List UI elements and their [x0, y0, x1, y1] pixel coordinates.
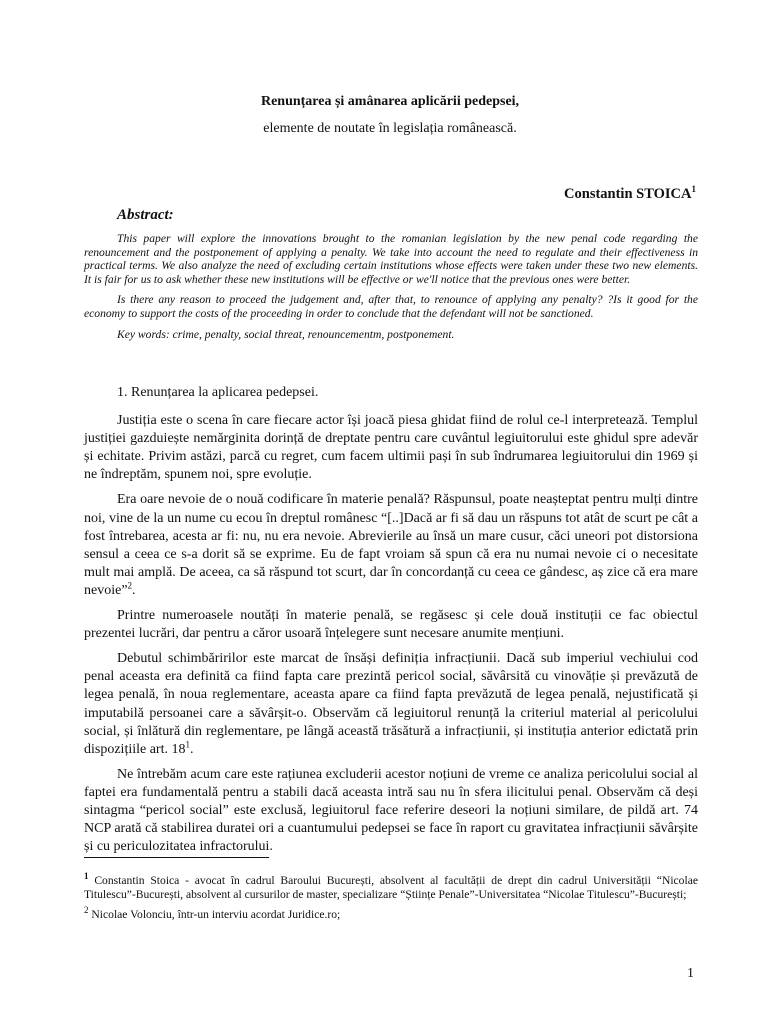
body-paragraph-text: Era oare nevoie de o nouă codificare în materie penală? Răspunsul, poate neașteptat pentru mulți dintre noi, vine de la un nume cu ecou în dreptul românesc “[..]Dacă ar fi să dau un răspuns tot atât de scurt pe cât a fost întrebarea, acesta ar fi: nu, nu era nevoie. Abrevierile au însă un mare cusur, căci uneori pot distorsiona sensul a ceea ce s-a dorit să se exprime. Eu de fapt vroiam să spun că era nu numai nevoie ci o necesitate mult mai amplă. De aceea, ca să răspund tot scurt, dar în concordanță cu ceea ce gândesc, aș zice că era mare nevoie”	[84, 492, 698, 598]
footnote-ref: 2	[127, 580, 133, 591]
body-paragraph: Printre numeroasele noutăți în materie penală, se regăsesc și cele două instituții ce fac obiectul prezentei lucrări, dar pentru a căror usoară înțelegere sunt necesare anumite mențiuni.	[84, 608, 698, 642]
footnote-text: Constantin Stoica - avocat în cadrul Baroului București, absolvent al facultății de drept din cadrul Universității “Nicolae Titulescu”-București, absolvent al cursurilor de master, specializare “Științe Penale”-Universitatea “Nicolae Titulescu”-București;	[84, 874, 698, 901]
paper-title: Renunțarea și amânarea aplicării pedepsei,	[260, 94, 520, 109]
footnote-mark: 2	[84, 905, 89, 916]
abstract-keywords: Key words: crime, penalty, social threat, renouncementm, postponement.	[117, 327, 455, 341]
footnotes	[84, 871, 698, 928]
footnote-text: Nicolae Volonciu, într-un interviu acordat Juridice.ro;	[91, 908, 341, 921]
paper-subtitle: elemente de noutate în legislația românească.	[263, 121, 517, 136]
author-footnote-ref: 1	[691, 184, 696, 194]
footnote-1	[84, 871, 698, 902]
author-name	[564, 184, 696, 203]
abstract-paragraph: Is there any reason to proceed the judgement and, after that, to renounce of applying any penalty? ?Is it good for the economy to support the costs of the proceeding in order to conclude that the defendant will not be sanctioned.	[84, 293, 698, 320]
body-paragraph	[84, 491, 698, 600]
body-paragraph	[84, 650, 698, 759]
abstract-paragraph: This paper will explore the innovations brought to the romanian legislation by the new penal code regarding the renouncement and the postponement of applying a penalty. We take into account the need to regulate and their effectiveness in practical terms. We also analyze the need of excluding certain institutions whose effects were taken under these two new elements. It is fair for us to ask whether these new institutions will be effective or we'll notice that the previous ones were better.	[84, 232, 698, 286]
body-paragraph-text: Debutul schimbăririlor este marcat de însăși definiția infracțiunii. Dacă sub imperiul vechiului cod penal aceasta era definită ca fiind fapta care prezintă pericol social, săvârsită cu vinovăție și prevăzută de legea penală, în noua reglementare, aceasta apare ca fiind fapta prevăzută de legea penală, nejustificată și imputabilă persoanei care a săvârșit-o. Observăm că legiuitorul renunță la criteriul material al pericolului social, și înlătură din reglementare, pe lângă această trăsătură a infracțiunii, și instituția anterior edictată prin dispozițiile art. 18	[84, 651, 698, 757]
footnote-mark: 1	[84, 871, 89, 882]
body-paragraph: Justiția este o scena în care fiecare actor își joacă piesa ghidat fiind de rolul ce-l interpretează. Templul justiției gazduiește nemărginita dorință de dreptate pentru care cuvântul legiuitorului este ghidul spre adevăr și echitate. Privim astăzi, parcă cu regret, cum facem ultimii pași în sub îndrumarea legiuitorului din 1969 și ne îndreptăm, spunem noi, spre evoluție.	[84, 413, 698, 483]
body-paragraph: Ne întrebăm acum care este rațiunea excluderii acestor noțiuni de vreme ce analiza pericolului social al faptei era fundamentală pentru a stabili dacă aceasta intră sau nu în sfera ilicitului penal. Observăm că deși sintagma “pericol social” este exclusă, legiuitorul face referire deseori la noțiuni similare, de pildă art. 74 NCP arată că stabilirea duratei ori a cuantumului pedepsei se face în raport cu gravitatea infracțiunii săvârșite și cu periculozitatea infractorului.	[84, 766, 698, 855]
section-heading: 1. Renunțarea la aplicarea pedepsei.	[117, 385, 319, 400]
abstract-heading: Abstract:	[117, 207, 174, 223]
page-number: 1	[687, 966, 694, 981]
footnote-2	[84, 905, 698, 922]
body-paragraph-end: .	[132, 582, 136, 598]
abstract-body	[84, 232, 698, 348]
main-body	[84, 384, 698, 863]
body-paragraph-end: .	[189, 741, 194, 757]
footnote-separator	[84, 857, 269, 858]
author-name-text: Constantin STOICA	[564, 185, 692, 202]
footnote-ref: 1	[185, 739, 190, 750]
